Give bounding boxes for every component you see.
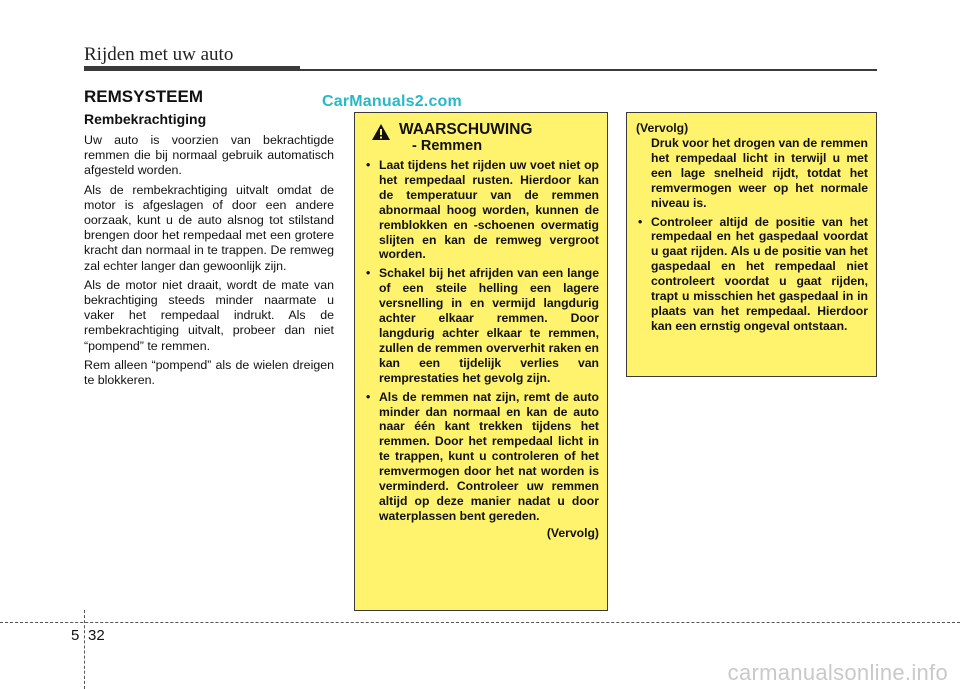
warning-triangle-icon — [371, 123, 391, 141]
page-number: 32 — [88, 627, 105, 644]
body-paragraph: Rem alleen “pompend” als de wielen dreigen te blokkeren. — [84, 357, 334, 388]
warning-bullet: • Laat tijdens het rijden uw voet niet op het rempedaal rusten. Hierdoor kan de temperatuur van de remmen abnormaal hoog worden, kunnen de remblokken en -schoenen overmatig slijten en kan de remweg vergroot worden. — [364, 158, 599, 262]
section-title: REMSYSTEEM — [84, 87, 204, 106]
watermark-bottom[interactable]: carmanualsonline.info — [727, 660, 948, 685]
continued-intro-text: Druk voor het drogen van de remmen het rempedaal licht in terwijl u met een lage snelheid rijdt, totdat het remvermogen weer op het normale niveau is. — [651, 136, 868, 210]
continued-label: (Vervolg) — [546, 525, 599, 540]
warning-bullet-list — [364, 158, 599, 524]
body-paragraph: Als de rembekrachtiging uitvalt omdat de motor is afgeslagen of door een andere oorzaak, kunt u de auto alsnog tot stilstand brengen door het rempedaal met een grotere kracht dan normaal in te trappen. De remweg zal echter langer dan gewoonlijk zijn. — [84, 182, 334, 273]
footer-divider — [84, 610, 85, 689]
chapter-number: 5 — [71, 627, 80, 644]
warning-bullet: • Schakel bij het afrijden van een lange of een steile helling een lagere versnelling in en vermijd langdurig achter elkaar remmen. Door langdurig achter elkaar te remmen, zullen de remmen oververhit raken en kan een tijdelijk verlies van remprestaties het gevolg zijn. — [364, 266, 599, 385]
page-header-title: Rijden met uw auto — [84, 44, 234, 65]
warning-box — [354, 112, 608, 611]
header-rule-thick — [84, 66, 300, 71]
warning-subtitle: - Remmen — [412, 138, 483, 154]
body-text-column — [84, 133, 334, 392]
warning-title: WAARSCHUWING — [399, 121, 533, 138]
continued-bullet: • Controleer altijd de positie van het rempedaal en het gaspedaal voordat u gaat rijden. Als u de positie van het gaspedaal en het rempedaal niet controleert voordat u gaat rijden, trapt u misschien het gaspedaal in in plaats van het rempedaal. Hierdoor kan een ernstig ongeval ontstaan. — [636, 215, 868, 334]
body-paragraph: Uw auto is voorzien van bekrachtigde remmen die bij normaal gebruik automatisch afgesteld worden. — [84, 133, 334, 178]
watermark-top[interactable]: CarManuals2.com — [322, 93, 462, 110]
body-paragraph: Als de motor niet draait, wordt de mate van bekrachtiging steeds minder naarmate u vaker het rempedaal indrukt. Als de rembekrachtiging uitvalt, probeer dan niet “pompend” te remmen. — [84, 277, 334, 353]
subheading: Rembekrachtiging — [84, 111, 207, 127]
continued-warning-box — [626, 112, 877, 377]
footer-rule — [0, 622, 960, 623]
continued-box-label: (Vervolg) — [636, 121, 689, 135]
continued-bullet-list — [636, 215, 868, 334]
header-rule-thin — [300, 69, 877, 71]
warning-bullet: • Als de remmen nat zijn, remt de auto minder dan normaal en kan de auto naar één kant trekken tijdens het remmen. Door het rempedaal licht in te trappen, kunt u controleren of het remvermogen door het nat worden is verminderd. Controleer uw remmen altijd op deze manier nadat u door waterplassen bent gereden. — [364, 390, 599, 524]
warning-header — [371, 121, 599, 154]
